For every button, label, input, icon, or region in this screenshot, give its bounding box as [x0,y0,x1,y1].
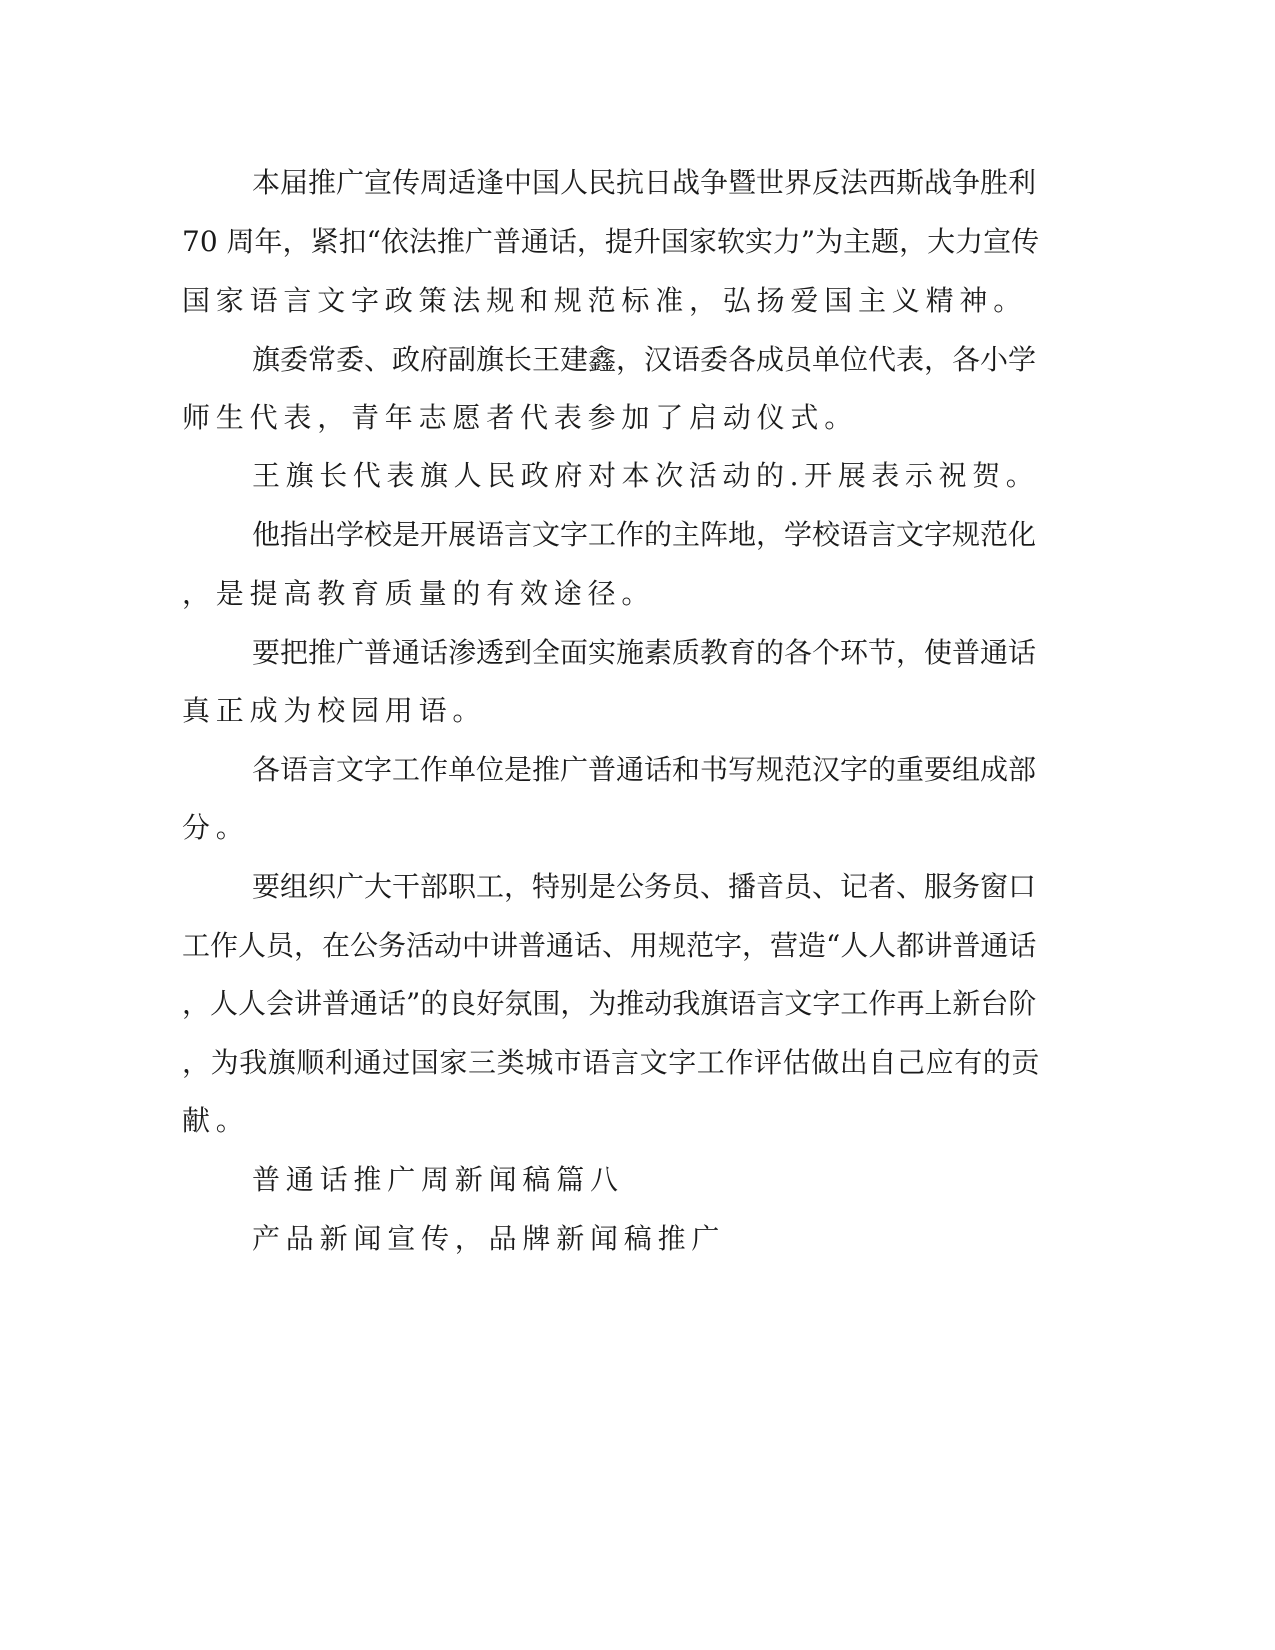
text-line-14: 工作人员，在公务活动中讲普通话、用规范字，营造“人人都讲普通话 [182,929,1037,962]
text-line-13: 要组织广大干部职工，特别是公务员、播音员、记者、服务窗口 [252,870,1037,903]
text-line-1: 本届推广宣传周适逢中国人民抗日战争暨世界反法西斯战争胜利 [252,166,1037,199]
text-line-6: 王旗长代表旗人民政府对本次活动的.开展表示祝贺。 [252,459,1040,492]
text-line-2: 70 周年，紧扣“依法推广普通话，提升国家软实力”为主题，大力宣传 [182,225,1040,258]
section-heading: 普通话推广周新闻稿篇八 [252,1163,624,1196]
text-line-7: 他指出学校是开展语言文字工作的主阵地，学校语言文字规范化 [252,518,1037,551]
text-line-12: 分。 [182,811,250,844]
text-line-19: 产品新闻宣传，品牌新闻稿推广 [252,1222,726,1255]
text-line-5: 师生代表，青年志愿者代表参加了启动仪式。 [182,401,859,434]
text-line-11: 各语言文字工作单位是推广普通话和书写规范汉字的重要组成部 [252,753,1037,786]
text-line-4: 旗委常委、政府副旗长王建鑫，汉语委各成员单位代表，各小学 [252,343,1037,376]
text-line-17: 献。 [182,1104,250,1137]
text-line-16: ，为我旗顺利通过国家三类城市语言文字工作评估做出自己应有的贡 [182,1046,1041,1079]
text-line-10: 真正成为校园用语。 [182,694,487,727]
text-line-15: ，人人会讲普通话”的良好氛围，为推动我旗语言文字工作再上新台阶 [182,987,1037,1020]
text-line-9: 要把推广普通话渗透到全面实施素质教育的各个环节，使普通话 [252,636,1037,669]
text-line-8: ，是提高教育质量的有效途径。 [182,577,656,610]
text-line-3: 国家语言文字政策法规和规范标准，弘扬爱国主义精神。 [182,284,1028,317]
